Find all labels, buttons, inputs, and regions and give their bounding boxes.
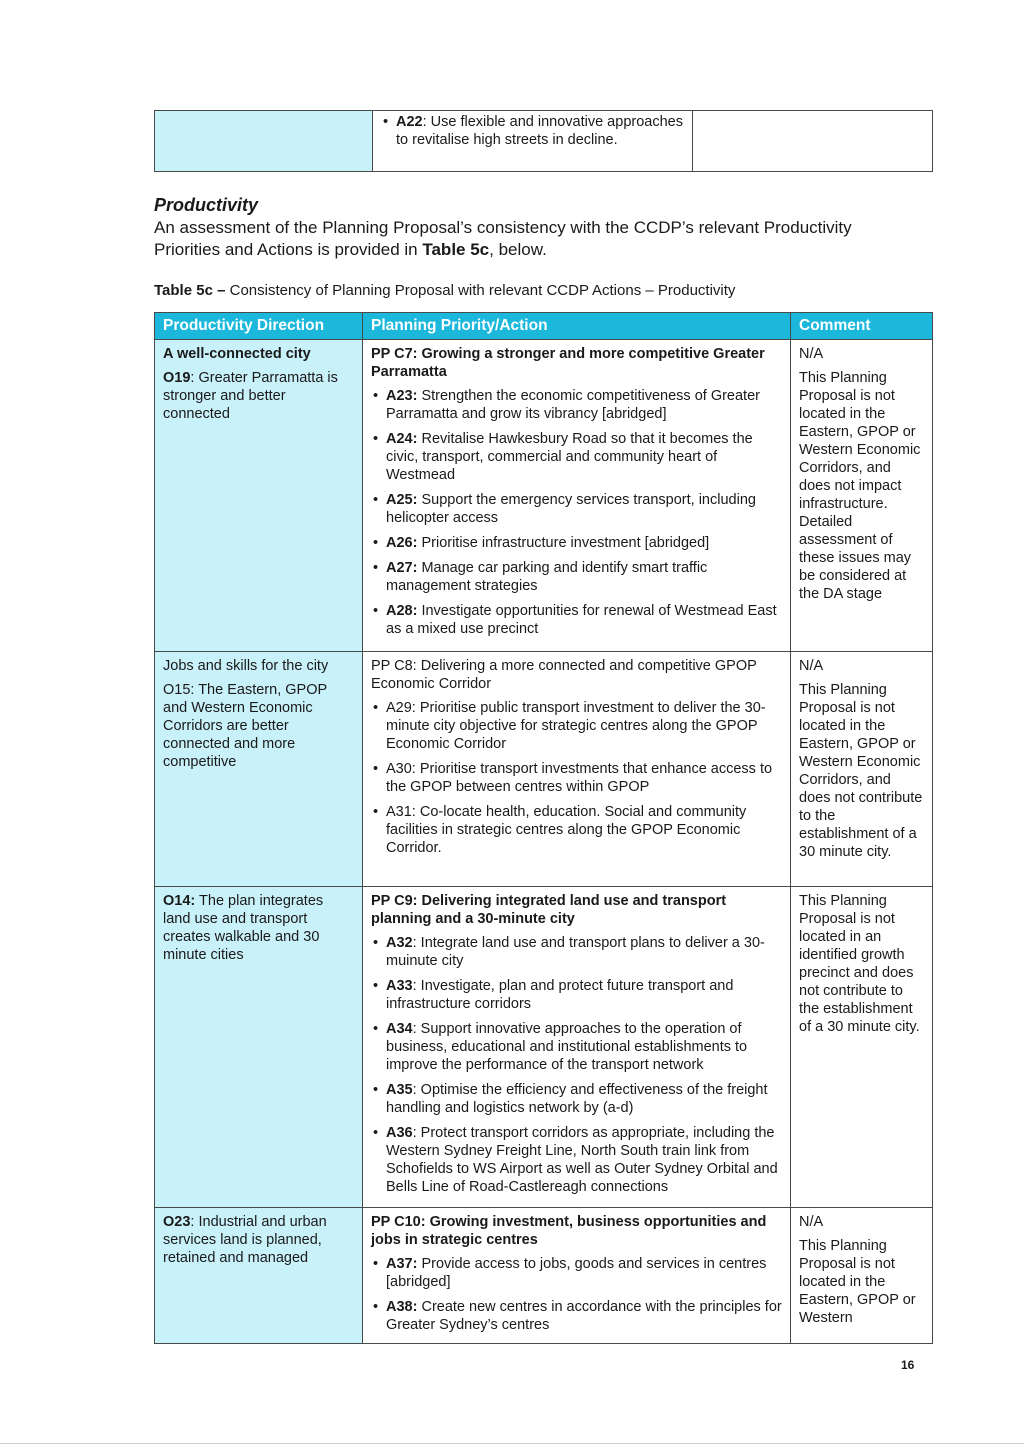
priority-title: PP C10: Growing investment, business opportunities and jobs in strategic centres <box>371 1214 767 1248</box>
priority-cell <box>363 1208 791 1344</box>
list-item <box>381 113 684 149</box>
priority-cell <box>363 887 791 1208</box>
continuation-direction-cell <box>155 111 373 172</box>
action-code: A38: <box>386 1299 418 1315</box>
header-comment: Comment <box>791 313 933 340</box>
action-code: A27: <box>386 560 418 576</box>
action-code: A23: <box>386 388 418 404</box>
comment-cell <box>791 652 933 887</box>
action-text: : Use flexible and innovative approaches to revitalise high streets in decline. <box>396 114 683 148</box>
list-item <box>371 534 782 552</box>
comment-cell <box>791 340 933 652</box>
priority-cell <box>363 340 791 652</box>
table-row <box>155 1208 933 1344</box>
action-text: : Integrate land use and transport plans to deliver a 30-muinute city <box>386 935 765 969</box>
direction-code: O14: <box>163 893 196 909</box>
list-item: • A30: Prioritise transport investments that enhance access to the GPOP between centres within GPOP <box>371 760 782 796</box>
comment-text: This Planning Proposal is not located in the Eastern, GPOP or Western Economic Corridors, and does not impact infrastructure. Detailed assessment of these issues may be considered at the DA stage <box>799 370 921 602</box>
intro-text: An assessment of the Planning Proposal’s consistency with the CCDP’s relevant Productivity Priorities and Actions is provided in <box>154 218 852 259</box>
intro-table-ref: Table 5c <box>422 240 490 259</box>
direction-code: O19 <box>163 370 191 386</box>
direction-cell <box>155 887 363 1208</box>
list-item <box>371 1020 782 1074</box>
productivity-table <box>154 312 933 1344</box>
intro-text-end: , below. <box>489 240 547 259</box>
comment-cell <box>791 1208 933 1344</box>
comment-cell <box>791 887 933 1208</box>
list-item <box>371 934 782 970</box>
action-text: Support the emergency services transport, including helicopter access <box>386 492 756 526</box>
priority-title: PP C9: Delivering integrated land use and transport planning and a 30-minute city <box>371 893 727 927</box>
action-text: : Investigate, plan and protect future transport and infrastructure corridors <box>386 978 734 1012</box>
page-bottom-divider <box>0 1443 1024 1444</box>
direction-title: A well-connected city <box>163 346 311 362</box>
header-productivity-direction: Productivity Direction <box>155 313 363 340</box>
list-item <box>371 1124 782 1196</box>
action-text: : Optimise the efficiency and effectiveness of the freight handling and logistics network by (a-d) <box>386 1082 768 1116</box>
comment-text: This Planning Proposal is not located in an identified growth precinct and does not contribute to the establishment of a 30 minute city. <box>799 893 920 1035</box>
action-code: A37: <box>386 1256 418 1272</box>
comment-na: N/A <box>799 1214 824 1230</box>
list-item <box>371 977 782 1013</box>
action-text: Create new centres in accordance with the principles for Greater Sydney’s centres <box>386 1299 782 1333</box>
list-item <box>371 1255 782 1291</box>
action-text: Investigate opportunities for renewal of Westmead East as a mixed use precinct <box>386 603 777 637</box>
direction-text: O15: The Eastern, GPOP and Western Economic Corridors are better connected and more competitive <box>163 682 327 770</box>
caption-label: Table 5c – <box>154 282 226 299</box>
continuation-action-cell <box>373 111 693 172</box>
list-item <box>371 1298 782 1334</box>
direction-code: O23 <box>163 1214 191 1230</box>
action-code: A34 <box>386 1021 413 1037</box>
list-item <box>371 491 782 527</box>
action-text: Strengthen the economic competitiveness of Greater Parramatta and grow its vibrancy [abridged] <box>386 388 760 422</box>
continuation-table <box>154 110 933 172</box>
action-code: A26: <box>386 535 418 551</box>
list-item <box>371 1081 782 1117</box>
priority-title: PP C7: Growing a stronger and more competitive Greater Parramatta <box>371 346 765 380</box>
action-code: A28: <box>386 603 418 619</box>
section-intro <box>154 217 874 261</box>
action-code: A36 <box>386 1125 413 1141</box>
comment-na: N/A <box>799 658 824 674</box>
action-text: Prioritise infrastructure investment [abridged] <box>417 535 710 551</box>
direction-text: The plan integrates land use and transport creates walkable and 30 minute cities <box>163 893 324 963</box>
action-text: Manage car parking and identify smart traffic management strategies <box>386 560 708 594</box>
table-row <box>155 111 933 172</box>
direction-cell <box>155 1208 363 1344</box>
action-code: A25: <box>386 492 418 508</box>
direction-title: Jobs and skills for the city <box>163 658 329 674</box>
direction-text: : Greater Parramatta is stronger and better connected <box>163 370 338 422</box>
list-item: • A29: Prioritise public transport investment to deliver the 30-minute city objective for strategic centres along the GPOP Economic Corridor <box>371 699 782 753</box>
comment-na: N/A <box>799 346 824 362</box>
table-row <box>155 340 933 652</box>
table-row <box>155 887 933 1208</box>
action-text: : Protect transport corridors as appropriate, including the Western Sydney Freight Line, North South train link from Schofields to WS Airport as well as Outer Sydney Orbital and Bells Line of Road-Castlereagh connections <box>386 1125 778 1195</box>
continuation-comment-cell <box>693 111 933 172</box>
list-item <box>371 559 782 595</box>
action-code: A33 <box>386 978 413 994</box>
list-item <box>371 387 782 423</box>
list-item <box>371 602 782 638</box>
action-text: : Support innovative approaches to the operation of business, educational and institutional establishments to improve the performance of the transport network <box>386 1021 748 1073</box>
header-planning-priority: Planning Priority/Action <box>363 313 791 340</box>
direction-cell <box>155 652 363 887</box>
comment-text: This Planning Proposal is not located in the Eastern, GPOP or Western Economic Corridors, and does not contribute to the establishment of a 30 minute city. <box>799 682 923 860</box>
list-item: • A31: Co-locate health, education. Social and community facilities in strategic centres along the GPOP Economic Corridor. <box>371 803 782 857</box>
comment-text: This Planning Proposal is not located in the Eastern, GPOP or Western <box>799 1238 916 1326</box>
action-code: A22 <box>396 114 423 130</box>
table-header-row <box>155 313 933 340</box>
page-number: 16 <box>901 1358 915 1372</box>
action-code: A35 <box>386 1082 413 1098</box>
table-row <box>155 652 933 887</box>
action-code: A32 <box>386 935 413 951</box>
priority-title: PP C8: Delivering a more connected and competitive GPOP Economic Corridor <box>371 658 757 692</box>
section-heading: Productivity <box>154 195 259 215</box>
list-item <box>371 430 782 484</box>
caption-text: Consistency of Planning Proposal with relevant CCDP Actions – Productivity <box>225 282 736 299</box>
action-text: Revitalise Hawkesbury Road so that it becomes the civic, transport, commercial and community heart of Westmead <box>386 431 753 483</box>
direction-cell <box>155 340 363 652</box>
action-code: A24: <box>386 431 418 447</box>
direction-text: : Industrial and urban services land is planned, retained and managed <box>163 1214 327 1266</box>
priority-cell <box>363 652 791 887</box>
action-text: Provide access to jobs, goods and services in centres [abridged] <box>386 1256 767 1290</box>
table-caption <box>154 282 735 299</box>
